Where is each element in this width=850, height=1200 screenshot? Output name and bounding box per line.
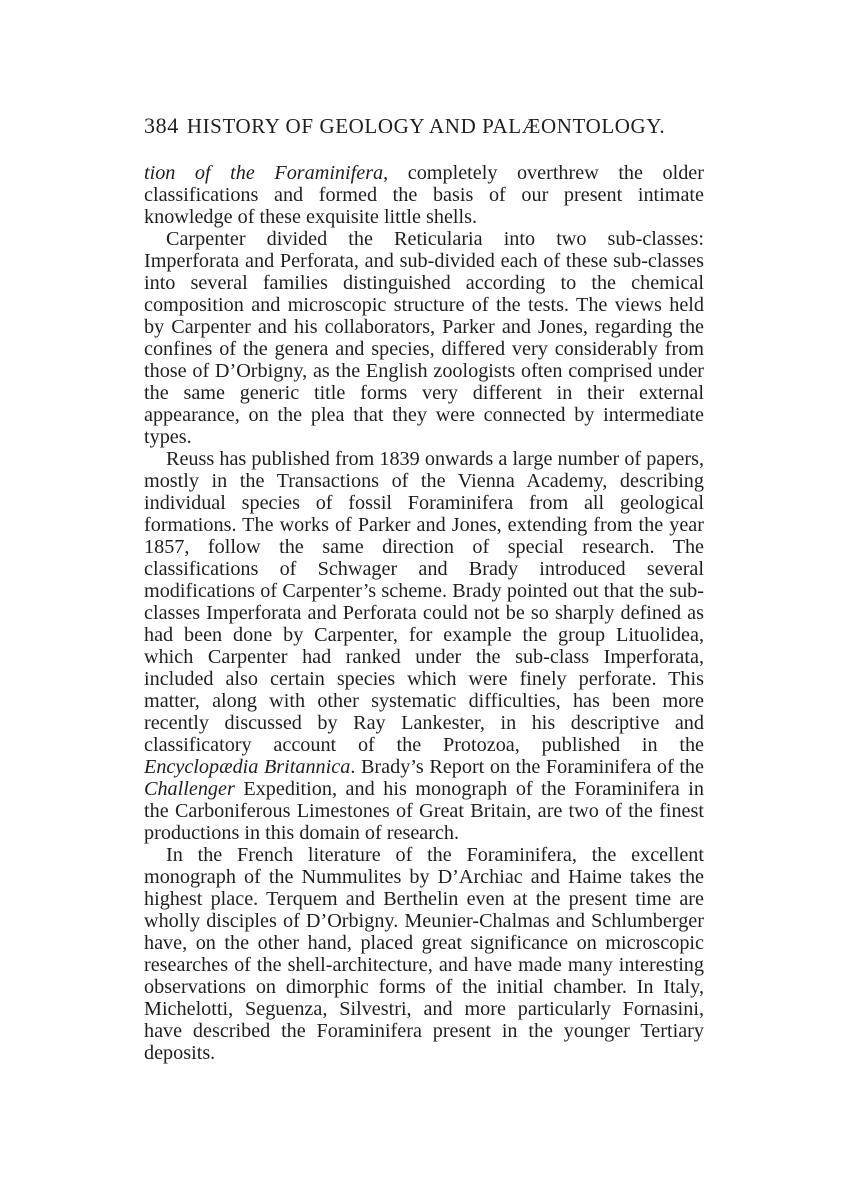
running-title: HISTORY OF GEOLOGY AND PALÆONTOLOGY. xyxy=(186,114,666,138)
text-segment: Carpenter divided the Reticularia into two sub-classes: Imperforata and Perforata, and sub-divided each of these sub-classes into several families distinguished according to the chemical composition and microscopic structure of the tests. The views held by Carpenter and his collaborators, Parker and Jones, regarding the confines of the genera and species, differed very considerably from those of D’Orbigny, as the English zoologists often comprised under the same generic title forms very different in their external appearance, on the plea that they were connected by intermediate types. xyxy=(144,228,704,448)
page-number: 384 xyxy=(144,113,179,138)
running-header xyxy=(144,113,665,139)
paragraph xyxy=(144,844,704,1064)
text-segment: In the French literature of the Foraminifera, the excellent monograph of the Nummulites by D’Archiac and Haime takes the highest place. Terquem and Berthelin even at the present time are wholly disciples of D’Orbigny. Meunier-Chalmas and Schlumberger have, on the other hand, placed great significance on microscopic researches of the shell-architecture, and have made many interesting observations on dimorphic forms of the initial chamber. In Italy, Michelotti, Seguenza, Silvestri, and more particularly Fornasini, have described the Foraminifera present in the younger Tertiary deposits. xyxy=(144,844,704,1064)
text-segment: , completely overthrew the older classifications and formed the basis of our present intimate knowledge of these exquisite little shells. xyxy=(144,162,704,228)
text-segment: . Brady’s Report on the Foraminifera of the xyxy=(350,756,704,778)
text-segment: Reuss has published from 1839 onwards a large number of papers, mostly in the Transactions of the Vienna Academy, describing individual species of fossil Foraminifera from all geological formations. The works of Parker and Jones, extending from the year 1857, follow the same direction of special research. The classifications of Schwager and Brady introduced several modifications of Carpenter’s scheme. Brady pointed out that the sub-classes Imperforata and Perforata could not be so sharply defined as had been done by Carpenter, for example the group Lituolidea, which Carpenter had ranked under the sub-class Imperforata, included also certain species which were finely perforate. This matter, along with other systematic difficulties, has been more recently discussed by Ray Lankester, in his descriptive and classificatory account of the Protozoa, published in the xyxy=(144,448,704,756)
body-text xyxy=(144,162,704,1064)
paragraph xyxy=(144,448,704,844)
text-segment: Expedition, and his monograph of the Foraminifera in the Carboniferous Limestones of Great Britain, are two of the finest productions in this domain of research. xyxy=(144,778,704,844)
text-segment: Challenger xyxy=(144,778,235,800)
text-segment: Encyclopædia Britannica xyxy=(144,756,351,778)
text-segment: tion of the Foraminifera xyxy=(144,162,384,184)
paragraph xyxy=(144,228,704,448)
paragraph xyxy=(144,162,704,228)
